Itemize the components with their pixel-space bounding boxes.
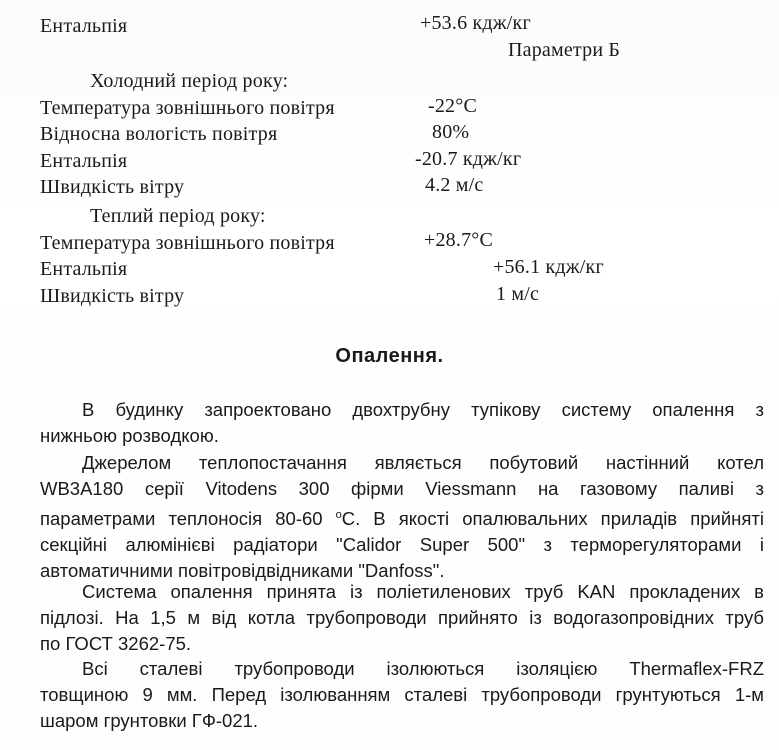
cold-period-title: Холодний період року:	[90, 70, 289, 92]
p4-line-3: шаром грунтовки ГФ-021.	[40, 710, 259, 731]
cold-temp-label: Температура зовнішнього повітря	[40, 97, 335, 119]
p4-line-2: товщиною 9 мм. Перед ізолюванням сталеві трубопроводи грунтуються 1-м	[40, 684, 764, 705]
cold-wind-label: Швидкість вітру	[40, 176, 185, 198]
enthalpy-label-top: Ентальпія	[40, 15, 128, 37]
p2-line-4: секційні алюмінієві радіатори "Calidor Super 500" з терморегуляторами і	[40, 534, 764, 555]
params-label: Параметри Б	[508, 39, 621, 61]
cold-temp-value: -22°C	[428, 95, 477, 117]
p1-line-2: нижньою розводкою.	[40, 425, 219, 446]
warm-enthalpy-label: Ентальпія	[40, 258, 128, 280]
warm-period-title: Теплий період року:	[90, 205, 266, 227]
cold-enthalpy-value: -20.7 кдж/кг	[415, 148, 522, 170]
section-heading-heating: Опалення.	[335, 345, 444, 367]
cold-humidity-label: Відносна вологість повітря	[40, 123, 278, 145]
enthalpy-value-top: +53.6 кдж/кг	[420, 12, 531, 34]
p2-line-3b: С. В якості опалювальних приладів прийняті	[341, 508, 764, 529]
p1-line-1: В будинку запроектовано двохтрубну тупікову систему опалення з	[82, 399, 764, 420]
p3-line-2: підлозі. На 1,5 м від котла трубопроводи прийнято із водогазопровідних труб	[40, 607, 764, 628]
warm-wind-label: Швидкість вітру	[40, 285, 185, 307]
degree-superscript: о	[335, 509, 342, 521]
p2-line-1: Джерелом теплопостачання являється побутовий настінний котел	[82, 452, 764, 473]
p2-line-3a: параметрами теплоносія 80-60	[40, 508, 336, 529]
p4-line-1: Всі сталеві трубопроводи ізолюються ізоляцією Thermaflex-FRZ	[82, 658, 764, 679]
warm-wind-value: 1 м/с	[496, 283, 540, 305]
paragraph-4	[40, 656, 764, 734]
warm-temp-label: Температура зовнішнього повітря	[40, 232, 335, 254]
paragraph-1	[40, 397, 764, 449]
paragraph-3	[40, 579, 764, 657]
warm-temp-value: +28.7°C	[424, 229, 494, 251]
p2-line-5: автоматичними повітровідвідниками "Danfoss".	[40, 560, 445, 581]
cold-wind-value: 4.2 м/с	[425, 174, 484, 196]
p2-line-3	[40, 502, 764, 532]
p3-line-3: по ГОСТ 3262-75.	[40, 633, 192, 654]
p3-line-1: Система опалення принята із поліетиленових труб KAN прокладених в	[82, 581, 764, 602]
p2-line-2: WB3A180 серії Vitodens 300 фірми Viessmann на газовому паливі з	[40, 478, 764, 499]
paragraph-2	[40, 450, 764, 584]
warm-enthalpy-value: +56.1 кдж/кг	[493, 256, 604, 278]
cold-enthalpy-label: Ентальпія	[40, 150, 128, 172]
cold-humidity-value: 80%	[432, 121, 470, 143]
